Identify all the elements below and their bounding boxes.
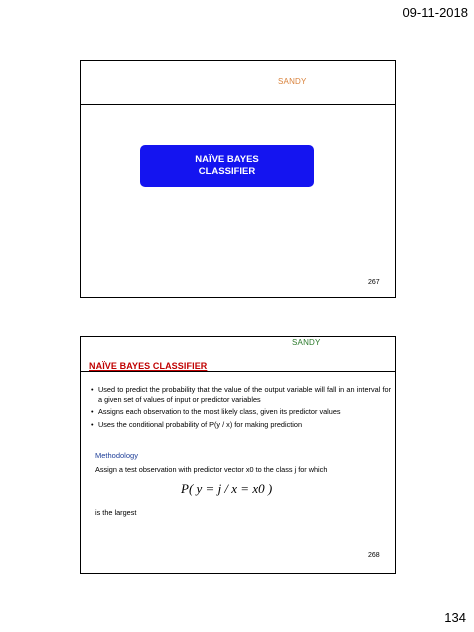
- methodology-text: Assign a test observation with predictor vector x0 to the class j for which: [95, 465, 328, 474]
- slide-268: [80, 336, 396, 574]
- header-date: 09-11-2018: [402, 5, 468, 20]
- bullet-item: [91, 420, 391, 430]
- largest-text: is the largest: [95, 508, 137, 517]
- bullet-text: Assigns each observation to the most likely class, given its predictor values: [98, 407, 341, 417]
- slide-number: 267: [368, 279, 380, 286]
- slide-267: [80, 60, 396, 298]
- bullet-dot: •: [91, 419, 94, 429]
- bullet-text: Uses the conditional probability of P(y / x) for making prediction: [98, 419, 303, 429]
- bullet-list: [91, 385, 391, 432]
- bullet-item: [91, 407, 391, 417]
- bullet-dot: •: [91, 407, 94, 417]
- header-divider: [81, 371, 395, 372]
- title-line-2: CLASSIFIER: [198, 166, 256, 177]
- slide-number: 268: [368, 552, 380, 559]
- page-number: 134: [444, 610, 466, 625]
- title-box: [140, 145, 314, 187]
- title-line-1: NAÏVE BAYES: [195, 154, 259, 165]
- slide-title: NAÏVE BAYES CLASSIFIER: [89, 361, 208, 371]
- bullet-text: Used to predict the probability that the value of the output variable will fall in an interval for a given set of values of input or predictor variables: [98, 385, 391, 404]
- slide-author: SANDY: [292, 338, 321, 347]
- header-divider: [81, 104, 395, 105]
- slide-author: SANDY: [278, 77, 307, 86]
- bullet-dot: •: [91, 385, 94, 394]
- bullet-item: [91, 385, 391, 404]
- methodology-heading: Methodology: [95, 451, 138, 460]
- bayes-formula: P( y = j / x = x0 ): [181, 481, 273, 496]
